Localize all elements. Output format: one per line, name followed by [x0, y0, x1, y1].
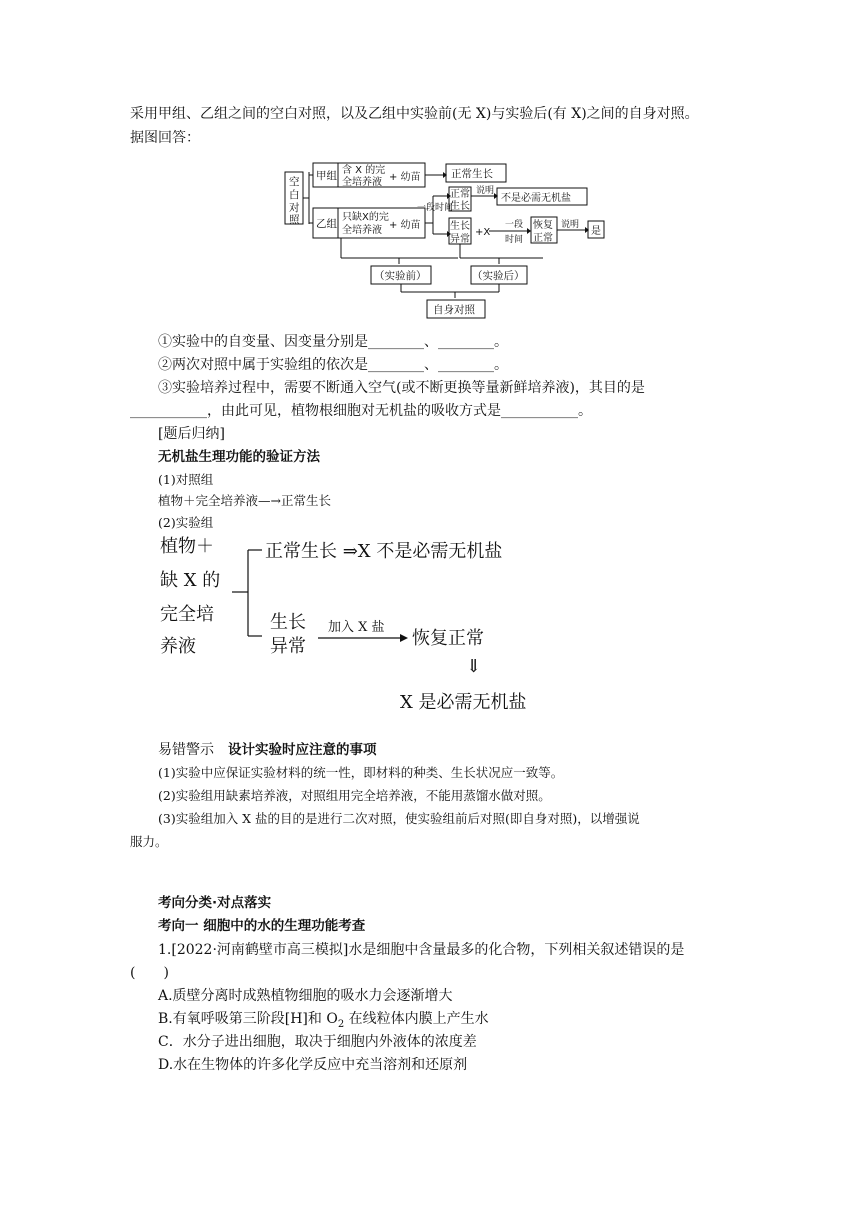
yes-text: 是 — [591, 226, 601, 237]
option-b-text-2: 在线粒体内膜上产生水 — [344, 1011, 489, 1027]
period2-line-1: 一段 — [505, 220, 524, 230]
normal-growth-box-text: 正常生长 — [451, 168, 493, 180]
normal2-line-2: 生长 — [450, 201, 470, 212]
section-heading: 考向分类·对点落实 — [158, 895, 272, 911]
recover-normal-text: 恢复正常 — [412, 628, 484, 649]
yi-medium-line-2: 全培养液 — [342, 225, 382, 236]
question-3b: ___________，由此可见，植物根细胞对无机盐的吸收方式是___________。 — [130, 403, 592, 419]
abnormal-line-1: 生长 — [270, 612, 306, 633]
group-yi-label: 乙组 — [316, 218, 337, 230]
add-x-salt-label: 加入 X 盐 — [328, 620, 385, 635]
group-jia-label: 甲组 — [316, 170, 337, 182]
summary-title: 无机盐生理功能的验证方法 — [158, 449, 320, 465]
experiment-group-label: (2)实验组 — [158, 515, 214, 530]
jia-medium-line-2: 全培养液 — [342, 177, 382, 188]
section-subheading: 考向一 细胞中的水的生理功能考查 — [158, 918, 366, 934]
not-required-text: 不是必需无机盐 — [501, 193, 571, 204]
warning-point-3b: 服力。 — [130, 834, 168, 849]
warning-label: 易错警示 — [158, 742, 214, 758]
explains-label-2: 说明 — [561, 220, 580, 230]
abnormal-line-2: 异常 — [270, 636, 306, 657]
period2-line-2: 时间 — [505, 235, 524, 245]
kongbai-char-1: 空 — [289, 176, 300, 188]
kongbai-char-4: 照 — [289, 214, 300, 226]
yi-plus-seedling: + 幼苗 — [389, 220, 421, 231]
explains-label-1: 说明 — [476, 186, 495, 196]
option-a: A.质壁分离时成熟植物细胞的吸水力会逐渐增大 — [158, 988, 453, 1004]
option-d: D.水在生物体的许多化学反应中充当溶剂和还原剂 — [158, 1057, 468, 1073]
down-arrow-icon: ⇓ — [466, 656, 482, 677]
control-group-label: (1)对照组 — [158, 472, 214, 487]
warning-point-2: (2)实验组用缺素培养液，对照组用完全培养液，不能用蒸馏水做对照。 — [158, 788, 551, 803]
normal2-line-1: 正常 — [450, 189, 470, 200]
after-experiment-label: （实验后） — [472, 270, 525, 282]
question-stem-line-1: 1.[2022·河南鹤壁市高三模拟]水是细胞中含量最多的化合物，下列相关叙述错误的是 — [158, 942, 685, 958]
option-b-text-1: B.有氧呼吸第三阶段[H]和 O — [158, 1011, 338, 1027]
control-diagram — [283, 158, 618, 323]
experiment-group-diagram — [150, 530, 570, 720]
recover-line-2: 正常 — [533, 233, 553, 244]
jia-plus-seedling: + 幼苗 — [389, 172, 421, 183]
top-branch-text: 正常生长 ⇒X 不是必需无机盐 — [265, 541, 503, 562]
abnormal-line-2: 异常 — [450, 234, 470, 245]
option-b — [158, 1009, 489, 1035]
plus-x-label: +X — [475, 227, 491, 238]
question-1: ①实验中的自变量、因变量分别是________、________。 — [158, 334, 508, 350]
option-c: C．水分子进出细胞，取决于细胞内外液体的浓度差 — [158, 1034, 477, 1050]
abnormal-line-1: 生长 — [450, 221, 470, 232]
intro-line-1: 采用甲组、乙组之间的空白对照，以及乙组中实验前(无 X)与实验后(有 X)之间的自身对照。 — [130, 106, 699, 122]
left-label-line-4: 养液 — [160, 636, 196, 657]
period-of-time-label: 一段时间 — [417, 203, 454, 213]
recover-line-1: 恢复 — [533, 220, 553, 231]
left-label-line-2: 缺 X 的 — [160, 570, 221, 591]
warning-title: 设计实验时应注意的事项 — [228, 742, 377, 758]
before-experiment-label: （实验前） — [374, 270, 427, 282]
left-label-line-1: 植物＋ — [160, 536, 214, 557]
warning-point-3a: (3)实验组加入 X 盐的目的是进行二次对照，使实验组前后对照(即自身对照)，以增强说 — [158, 811, 640, 826]
required-conclusion-text: X 是必需无机盐 — [400, 692, 527, 713]
question-2: ②两次对照中属于实验组的依次是________、________。 — [158, 357, 508, 373]
control-group-line: 植物＋完全培养液—→正常生长 — [158, 493, 331, 508]
option-b-subscript: 2 — [337, 1018, 345, 1030]
yi-medium-line-1: 只缺X的完 — [342, 212, 389, 223]
intro-line-2: 据图回答： — [130, 130, 200, 146]
kongbai-char-3: 对 — [289, 202, 300, 214]
jia-medium-line-1: 含 X 的完 — [342, 165, 386, 176]
self-control-label: 自身对照 — [433, 304, 475, 316]
kongbai-char-2: 白 — [289, 189, 300, 201]
question-3a: ③实验培养过程中，需要不断通入空气(或不断更换等量新鲜培养液)，其目的是 — [158, 380, 645, 396]
left-label-line-3: 完全培 — [160, 604, 214, 625]
warning-point-1: (1)实验中应保证实验材料的统一性，即材料的种类、生长状况应一致等。 — [158, 765, 564, 780]
warning-heading — [158, 740, 377, 760]
summary-tag: [题后归纳] — [158, 426, 225, 442]
question-stem-line-2: ( ) — [130, 965, 169, 981]
